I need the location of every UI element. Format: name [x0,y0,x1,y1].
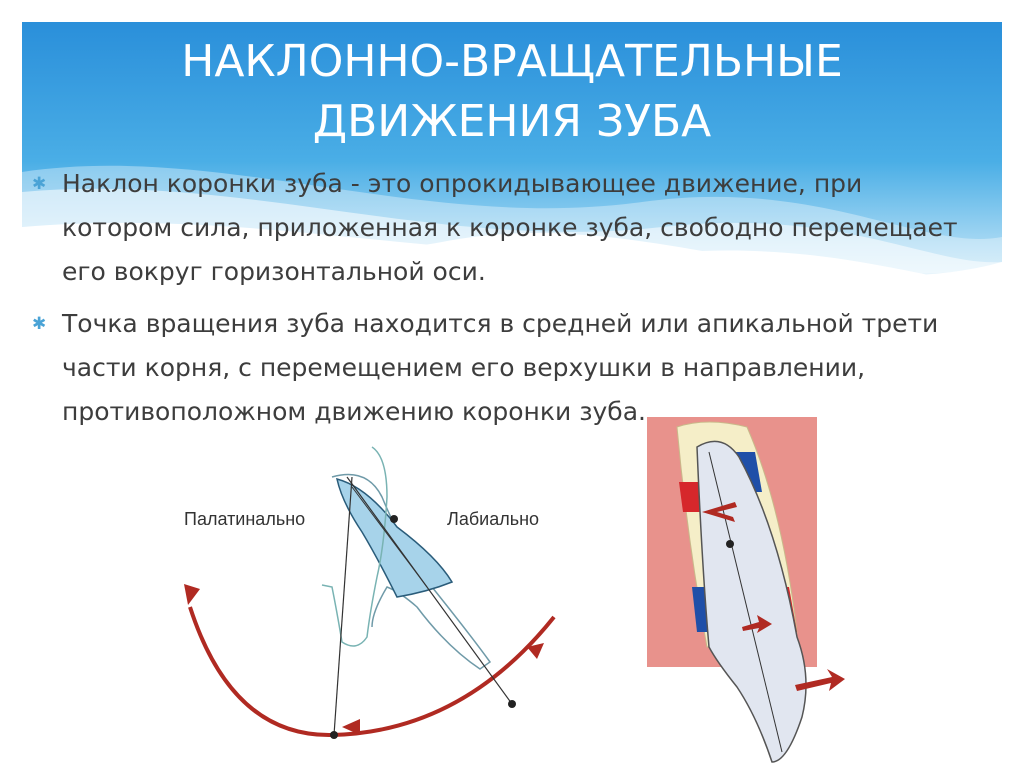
slide-title [22,32,1002,152]
axis-line-left [334,477,352,735]
bullet-text: Наклон коронки зуба - это опрокидывающее движение, при котором сила, приложенная к коронке зуба, свободно перемещает его вокруг горизонтальной оси. [62,169,958,286]
asterisk-bullet-icon: ✱ [32,314,47,334]
bullet-item [32,302,972,434]
tooth-crown-tipped [337,479,452,597]
arc-arrow-left-icon [184,584,200,605]
label-labial: Лабиально [447,509,540,529]
apex-point-right [508,700,516,708]
title-line-2: ДВИЖЕНИЯ ЗУБА [312,96,712,147]
label-palatal: Палатинально [184,509,306,529]
apex-point-left [330,731,338,739]
slide [22,22,1002,767]
title-line-1: НАКЛОННО-ВРАЩАТЕЛЬНЫЕ [181,36,843,87]
bullet-text: Точка вращения зуба находится в средней или апикальной трети части корня, с перемещением его верхушки в направлении, противоположном движению коронки зуба. [62,309,939,426]
bullet-list [32,162,972,442]
rotation-point [390,515,398,523]
bullet-item [32,162,972,294]
rotation-center [726,540,734,548]
tooth-tipping-diagram [172,437,592,757]
tooth-socket-illustration [647,417,847,767]
asterisk-bullet-icon: ✱ [32,174,47,194]
